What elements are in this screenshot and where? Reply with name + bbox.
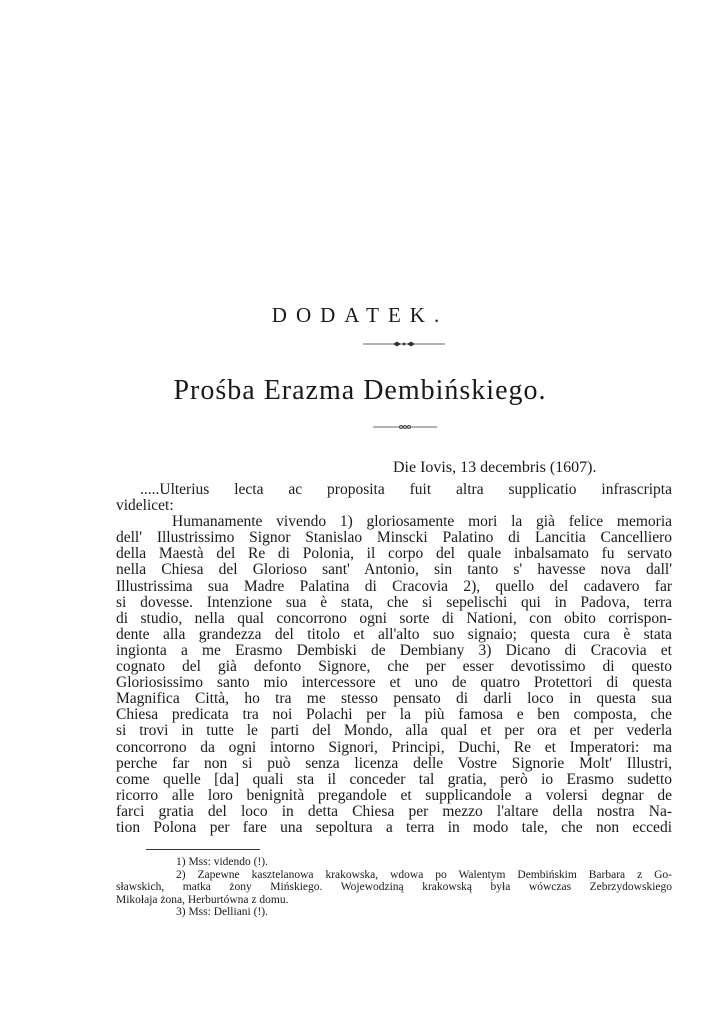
text-line: della Maestà del Re di Polonia, il corpo del quale inbalsamato fu servato xyxy=(116,545,672,563)
footnote-continuation: Mikołaja żona, Herburtówna z domu. xyxy=(116,893,289,906)
ornament-divider-small xyxy=(373,423,437,431)
footnote: 2) Zapewne kasztelanowa krakowska, wdowa po Walentym Dembińskim Barbara z Go- xyxy=(176,868,672,881)
text-line: farci gratia del loco in detta Chiesa per mezzo l'altare della nostra Na- xyxy=(116,802,672,820)
text-line: perche far non si può senza licenza delle Vostre Signorie Molt' Illustri, xyxy=(116,754,672,772)
text-line: Gloriosissimo santo mio intercessore et uno de quatro Protettori di questa xyxy=(116,674,672,692)
text-line: Humanamente vivendo 1) gloriosamente mori la già felice memoria xyxy=(172,513,672,531)
text-line: Illustrissima sua Madre Palatina di Cracovia 2), quello del cadavero far xyxy=(116,577,672,595)
footnotes xyxy=(116,856,672,919)
footnote-continuation: sławskich, matka żony Mińskiego. Wojewodziną krakowską była wówczas Zebrzydowskiego xyxy=(116,881,672,894)
text-line: nella Chiesa del Glorioso sant' Antonio, sin tanto s' havesse nova dall' xyxy=(116,561,672,579)
text-line: si trovi in tutte le parti del Mondo, alla qual et per ora et per vederla xyxy=(116,722,672,740)
text-line: Chiesa predicata tra noi Polachi per la più famosa e ben composta, che xyxy=(116,706,672,724)
text-line: ricorro alle loro benignità pregandole et supplicandole a volersi degnar de xyxy=(116,786,672,804)
text-line: .....Ulterius lecta ac proposita fuit altra supplicatio infrascripta xyxy=(140,481,672,498)
text-line: cognato del già defonto Signore, che per esser devotissimo di questo xyxy=(116,658,672,676)
footnote-rule xyxy=(146,849,260,850)
petition-text xyxy=(116,482,672,836)
text-line: dente alla grandezza del titolo et all'alto suo signaio; questa cura è stata xyxy=(116,625,672,643)
text-line: si dovesse. Intenzione sua è stata, che si sepelischi qui in Padova, terra xyxy=(116,593,672,611)
text-line: come quelle [da] quali sta il conceder tal gratia, però io Erasmo sudetto xyxy=(116,770,672,788)
text-line: Magnifica Città, ho tra me stesso pensato di darli loco in questa sua xyxy=(116,690,672,708)
text-line: di studio, nella qual concorrono ogni sorte di Nationi, con obito corrispon- xyxy=(116,609,672,627)
date-line: Die Iovis, 13 decembris (1607). xyxy=(393,459,597,476)
text-line: tion Polona per fare una sepoltura a terra in modo tale, che non eccedi xyxy=(116,818,672,836)
section-heading: DODATEK. xyxy=(271,303,449,327)
text-line: ingionta a me Erasmo Dembiski de Dembiany 3) Dicano di Cracovia et xyxy=(116,641,672,659)
text-line: videlicet: xyxy=(116,497,174,515)
text-line: concorrono da ogni intorno Signori, Principi, Duchi, Re et Imperatori: ma xyxy=(116,738,672,756)
document-title: Prośba Erazma Dembińskiego. xyxy=(173,375,547,406)
ornament-divider xyxy=(363,340,445,348)
footnote: 1) Mss: videndo (!). xyxy=(176,856,268,868)
text-line: dell' Illustrissimo Signor Stanislao Minscki Palatino di Lancitia Cancelliero xyxy=(116,529,672,547)
footnote: 3) Mss: Delliani (!). xyxy=(176,906,268,919)
